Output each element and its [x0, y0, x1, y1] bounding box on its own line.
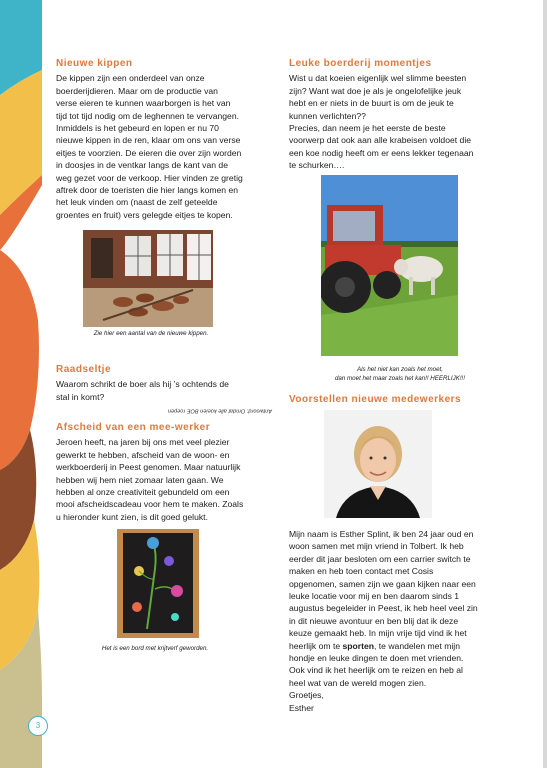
text-line: verse eieren te kunnen waarborgen is het van — [56, 98, 231, 109]
riddle-section — [56, 364, 278, 417]
caption-line: dan moet het maar zoals het kan!! HEERLIJK!!! — [334, 375, 465, 382]
text-line: boerderijdieren. Maar om de productie van — [56, 85, 218, 96]
text-line: hebt en er niets in de buurt is om de jeuk te — [289, 98, 454, 109]
text-line: een koe nodig heeft om er eens lekker tegenaan — [289, 147, 474, 158]
text-line: woon samen met mijn vriend in Tolbert. Ik heb — [289, 541, 464, 552]
page-number: 3 — [28, 716, 48, 736]
tractor-cow-photo — [321, 175, 458, 356]
introduce-heading-block — [289, 394, 511, 408]
chicken-coop-photo — [83, 230, 213, 327]
text-line: in doosjes in de ventkar langs de kant van de — [56, 160, 228, 171]
tractor-photo-caption — [300, 365, 500, 383]
sport-post: , te wandelen met mijn — [374, 640, 460, 651]
farewell-heading: Afscheid van een mee-werker — [56, 422, 211, 433]
text-line: Jeroen heeft, na jaren bij ons met veel plezier — [56, 437, 230, 448]
text-line: groentes en fruit) vers gelegde eitjes te kopen. — [56, 209, 233, 220]
page-edge-shadow — [543, 0, 547, 768]
text-line: hebben wij hem niet zomaar laten gaan. We — [56, 474, 224, 485]
text-line: zijn? Want wat doe je als je ongelofelijke jeuk — [289, 85, 462, 96]
text-line: keuze gemaakt heb. In mijn vrije tijd vind ik het — [289, 628, 467, 639]
portrait-photo — [324, 410, 432, 518]
text-line: augustus begeleider in Peest, ik heb heel veel zin — [289, 603, 478, 614]
chickens-photo-caption: Zie hier een aantal van de nieuwe kippen. — [93, 330, 209, 337]
text-line: het leuk vinden om (naast de zelf geteelde — [56, 197, 218, 208]
text-line: werkboerderij in Peest genomen. Maar natuurlijk — [56, 462, 241, 473]
text-line: aftrek door de toeristen die hier langs komen en — [56, 185, 239, 196]
chickens-heading: Nieuwe kippen — [56, 58, 133, 69]
text-line: eitjes te voorzien. De eieren die over zijn worden — [56, 147, 242, 158]
farewell-section — [56, 422, 278, 523]
text-line: in dit nieuwe avontuur en ben blij dat ik deze — [289, 615, 459, 626]
text-line: Waarom schrikt de boer als hij ’s ochtends de — [56, 379, 229, 390]
text-line-sport — [289, 640, 511, 652]
riddle-answer-upside-down: Antwoord: Omdat alle koeien BOE roepen — [167, 407, 272, 414]
text-line: eerder dit jaar besloten om een carrier switch te — [289, 553, 471, 564]
text-line: Ook vind ik het heerlijk om te reizen en heb al — [289, 665, 463, 676]
text-line: nieuwe kippen in de ren, klaar om ons van verse — [56, 135, 241, 146]
decorative-color-stripe — [0, 0, 42, 768]
introduce-text — [289, 528, 511, 714]
text-line: tijd tot tijd nodig om de leghennen te vervangen. — [56, 110, 239, 121]
riddle-heading: Raadseltje — [56, 364, 112, 375]
chickens-text — [56, 72, 278, 221]
text-line: gewerkt te hebben, afscheid van de woon- en — [56, 449, 230, 460]
text-line: weg gezet voor de verkoop. Hier vinden ze gretig — [56, 172, 243, 183]
text-line: u hieronder kunt zien, is dit goed gelukt. — [56, 511, 208, 522]
text-line: mooi afscheidscadeau voor hem te maken. Zoals — [56, 499, 244, 510]
board-photo-caption: Het is een bord met krijtverf geworden. — [101, 645, 209, 652]
text-line: Mijn naam is Esther Splint, ik ben 24 jaar oud en — [289, 529, 474, 539]
sport-pre: heerlijk om te — [289, 640, 343, 651]
introduce-heading: Voorstellen nieuwe medewerkers — [289, 394, 462, 405]
text-line: leuke locatie voor mij en ben daarom sinds 1 — [289, 591, 460, 602]
text-line: De kippen zijn een onderdeel van onze — [56, 73, 205, 84]
text-line: te schurken…. — [289, 160, 345, 171]
text-line: voorwerp dat ook aan alle krabeisen voldoet die — [289, 135, 472, 146]
text-line: opgenomen, samen zijn we gaan kijken naar een — [289, 578, 476, 589]
text-line: maken en heb toen contact met Cosis — [289, 566, 434, 577]
chickens-section — [56, 58, 278, 221]
moments-section — [289, 58, 511, 172]
text-line: Wist u dat koeien eigenlijk wel slimme beesten — [289, 73, 467, 84]
text-line: Groetjes, — [289, 690, 324, 701]
text-line: stal in komt? — [56, 391, 105, 402]
text-line: hebben al onze creativiteit gebundeld om een — [56, 487, 230, 498]
text-line: Esther — [289, 702, 314, 713]
text-line: Precies, dan neem je het eerste de beste — [289, 123, 446, 134]
caption-line: Als het niet kan zoals het moet, — [357, 366, 443, 373]
chalk-board-photo — [117, 529, 199, 638]
text-line: Inmiddels is het gebeurd en lopen er nu 70 — [56, 123, 219, 134]
text-line: heel wat van de wereld mogen zien. — [289, 677, 427, 688]
text-line: kunnen verlichten?? — [289, 110, 366, 121]
text-line: hondje en leuke dingen te doen met vrienden. — [289, 653, 464, 664]
sport-bold: sporten — [342, 640, 375, 651]
moments-heading: Leuke boerderij momentjes — [289, 58, 432, 69]
